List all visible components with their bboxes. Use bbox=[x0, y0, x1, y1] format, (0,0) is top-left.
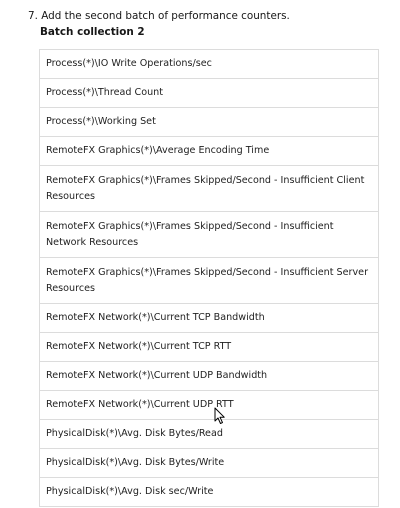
counter-cell: RemoteFX Graphics(*)\Frames Skipped/Second - Insufficient Server Resources bbox=[40, 258, 379, 304]
table-row bbox=[40, 304, 379, 333]
table-row bbox=[40, 258, 379, 304]
counter-cell: PhysicalDisk(*)\Avg. Disk Bytes/Write bbox=[40, 449, 379, 478]
table-row bbox=[40, 362, 379, 391]
counter-cell: Process(*)\IO Write Operations/sec bbox=[40, 50, 379, 79]
counter-cell: RemoteFX Network(*)\Current UDP RTT bbox=[40, 391, 379, 420]
counter-table bbox=[39, 49, 379, 507]
counter-cell: RemoteFX Network(*)\Current TCP Bandwidth bbox=[40, 304, 379, 333]
counter-cell: Process(*)\Thread Count bbox=[40, 79, 379, 108]
table-row bbox=[40, 333, 379, 362]
table-row bbox=[40, 449, 379, 478]
table-row bbox=[40, 212, 379, 258]
table-row bbox=[40, 50, 379, 79]
mouse-pointer-icon bbox=[214, 407, 226, 425]
counter-cell: Process(*)\Working Set bbox=[40, 108, 379, 137]
table-row bbox=[40, 391, 379, 420]
counter-cell: RemoteFX Graphics(*)\Average Encoding Time bbox=[40, 137, 379, 166]
table-row bbox=[40, 420, 379, 449]
counter-cell: RemoteFX Network(*)\Current TCP RTT bbox=[40, 333, 379, 362]
table-row bbox=[40, 108, 379, 137]
counter-cell: RemoteFX Network(*)\Current UDP Bandwidth bbox=[40, 362, 379, 391]
table-caption: Batch collection 2 bbox=[40, 26, 145, 38]
step-instruction: 7. Add the second batch of performance counters. bbox=[28, 10, 290, 22]
table-row bbox=[40, 79, 379, 108]
table-row bbox=[40, 166, 379, 212]
table-row bbox=[40, 137, 379, 166]
counter-cell: PhysicalDisk(*)\Avg. Disk sec/Write bbox=[40, 478, 379, 507]
counter-cell: RemoteFX Graphics(*)\Frames Skipped/Second - Insufficient Client Resources bbox=[40, 166, 379, 212]
counter-cell: PhysicalDisk(*)\Avg. Disk Bytes/Read bbox=[40, 420, 379, 449]
counter-cell: RemoteFX Graphics(*)\Frames Skipped/Second - Insufficient Network Resources bbox=[40, 212, 379, 258]
table-row bbox=[40, 478, 379, 507]
